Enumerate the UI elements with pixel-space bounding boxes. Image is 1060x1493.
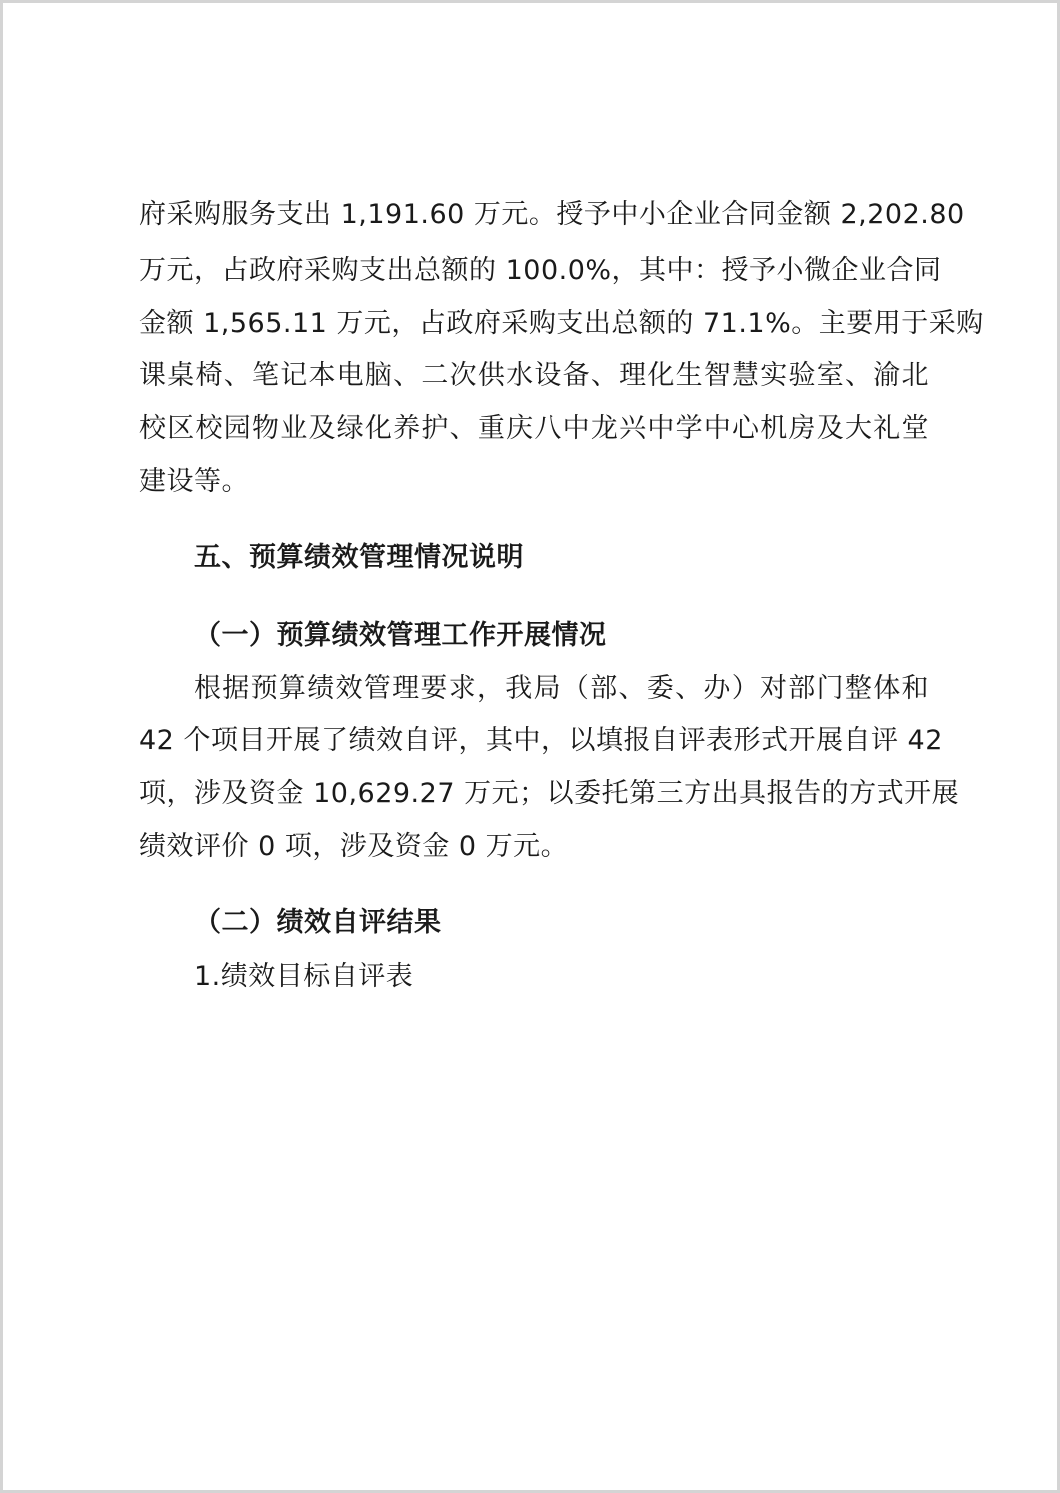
paragraph-line: 万元，占政府采购支出总额的 100.0%，其中：授予小微企业合同	[139, 255, 942, 286]
paragraph-line: 校区校园物业及绿化养护、重庆八中龙兴中学中心机房及大礼堂	[139, 413, 929, 444]
list-item-heading: 1.绩效目标自评表	[194, 961, 414, 992]
paragraph-line: 42 个项目开展了绩效自评，其中，以填报自评表形式开展自评 42	[139, 725, 943, 756]
paragraph-line: 府采购服务支出 1,191.60 万元。授予中小企业合同金额 2,202.80	[139, 199, 965, 230]
paragraph-line: 根据预算绩效管理要求，我局（部、委、办）对部门整体和	[194, 673, 929, 704]
paragraph-line: 金额 1,565.11 万元，占政府采购支出总额的 71.1%。主要用于采购	[139, 308, 984, 339]
paragraph-line: 项，涉及资金 10,629.27 万元；以委托第三方出具报告的方式开展	[139, 778, 960, 809]
subsection-heading: （一）预算绩效管理工作开展情况	[194, 620, 607, 651]
subsection-heading: （二）绩效自评结果	[194, 907, 442, 938]
section-heading: 五、预算绩效管理情况说明	[194, 542, 524, 573]
paragraph-line: 课桌椅、笔记本电脑、二次供水设备、理化生智慧实验室、渝北	[139, 360, 929, 391]
paragraph-line: 绩效评价 0 项，涉及资金 0 万元。	[139, 831, 569, 862]
paragraph-line: 建设等。	[139, 466, 249, 497]
